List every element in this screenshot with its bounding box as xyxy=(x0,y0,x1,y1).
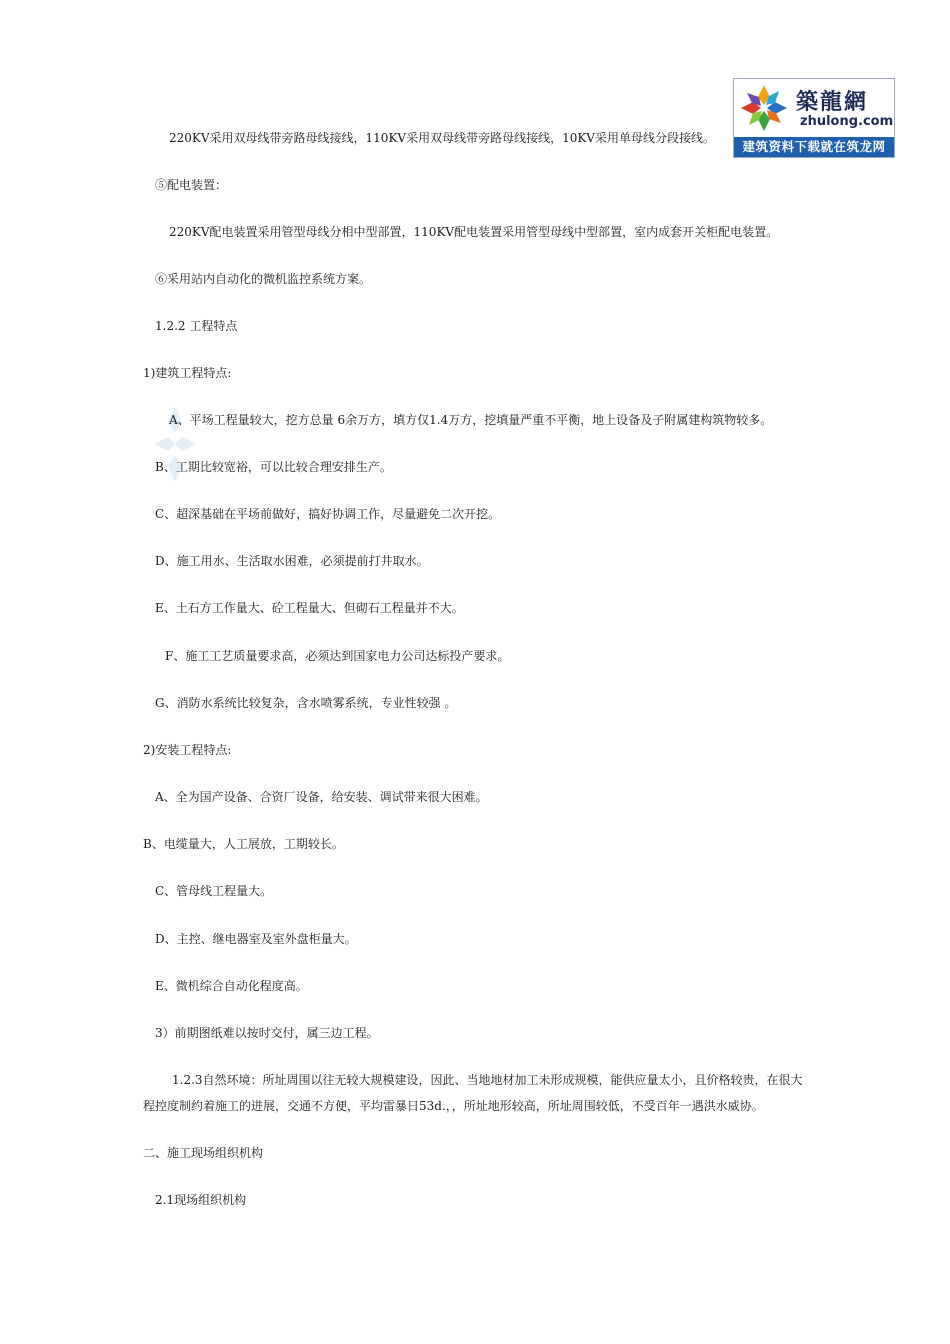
item-installation-e: E、微机综合自动化程度高。 xyxy=(155,979,308,993)
logo-top xyxy=(734,79,894,137)
item-drawings: 3）前期图纸难以按时交付，属三边工程。 xyxy=(155,1026,379,1040)
paragraph-distribution-device: 220KV配电装置采用管型母线分相中型部置，110KV配电装置采用管型母线中型部置，室内成套开关柜配电装置。 xyxy=(169,225,779,239)
item-installation-d: D、主控、继电器室及室外盘柜量大。 xyxy=(155,932,357,946)
paragraph-natural-environment: 1.2.3自然环境：所址周围以往无较大规模建设，因此、当地地材加工未形成规模，能供应量太小，且价格较贵，在很大程控度制约着施工的进展，交通不方便，平均雷暴日53d.，，所址地形较高，所址周围较低，不受百年一遇洪水威协。 xyxy=(143,1073,803,1113)
item-construction-f: F、施工工艺质量要求高，必须达到国家电力公司达标投产要求。 xyxy=(165,649,510,663)
item-installation-c: C、管母线工程量大。 xyxy=(155,884,273,898)
heading-construction-features: 1)建筑工程特点: xyxy=(143,366,232,380)
snowflake-logo-icon xyxy=(739,83,789,133)
zhulong-logo xyxy=(733,78,895,158)
logo-name: 築龍網 xyxy=(796,89,869,115)
logo-slogan: 建筑资料下载就在筑龙网 xyxy=(734,137,894,157)
section-2-heading: 二、施工现场组织机构 xyxy=(143,1146,264,1160)
item-construction-d: D、施工用水、生活取水困难，必须提前打井取水。 xyxy=(155,554,429,568)
item-installation-a: A、全为国产设备、合资厂设备，给安装、调试带来很大困难。 xyxy=(155,790,488,804)
paragraph-wiring: 220KV采用双母线带旁路母线接线，110KV采用双母线带旁路母线接线，10KV采用单母线分段接线。 xyxy=(169,131,715,145)
logo-domain: zhulong.com xyxy=(800,114,894,129)
item-construction-b: B、工期比较宽裕，可以比较合理安排生产。 xyxy=(155,460,392,474)
item-construction-a: A、平场工程量较大，挖方总量 6余万方，填方仅1.4万方，挖填量严重不平衡，地上设备及子附属建构筑物较多。 xyxy=(169,413,773,427)
item-installation-b: B、电缆量大，人工展放，工期较长。 xyxy=(143,837,344,851)
heading-distribution-device: ⑤配电装置： xyxy=(155,178,228,192)
item-construction-e: E、土石方工作量大、砼工程量大、但砌石工程量并不大。 xyxy=(155,601,464,615)
heading-installation-features: 2)安装工程特点: xyxy=(143,743,232,757)
item-construction-c: C、超深基础在平场前做好，搞好协调工作，尽量避免二次开挖。 xyxy=(155,507,501,521)
section-1-2-2: 1.2.2 工程特点 xyxy=(155,319,238,333)
paragraph-monitoring: ⑥采用站内自动化的微机监控系统方案。 xyxy=(155,272,372,286)
item-construction-g: G、消防水系统比较复杂，含水喷雾系统，专业性较强 。 xyxy=(155,696,457,710)
section-2-1-heading: 2.1现场组织机构 xyxy=(155,1193,247,1207)
